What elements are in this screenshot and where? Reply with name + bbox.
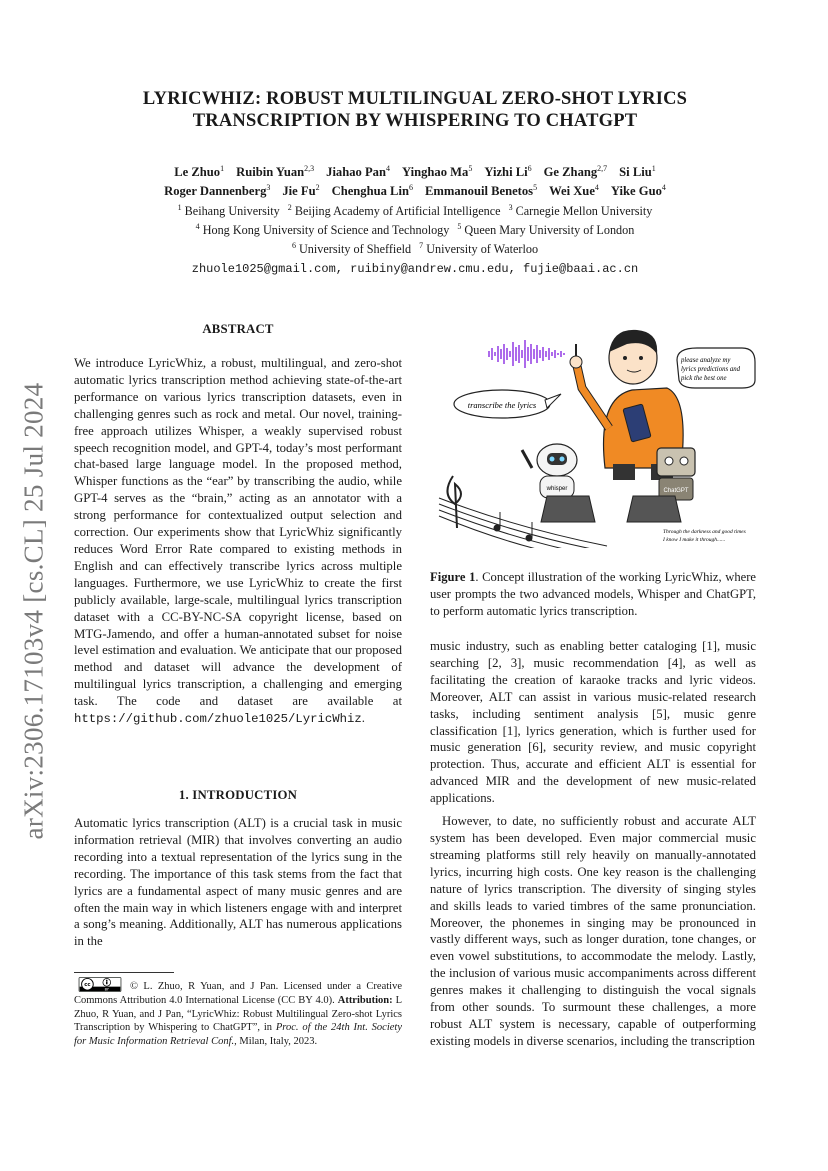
intro-para-1-text: Automatic lyrics transcription (ALT) is a crucial task in music information retrieval (MIR) that involves converting an audio recording into a textual representation of the lyrics sung in the recording. The importance of this task stems from the fact that lyrics are a fundamental aspect of many music genres and are often the main way in which listeners engage with and interpret a song’s meaning. Additionally, ALT has numerous applications in the [74, 816, 402, 949]
chatgpt-robot-label: ChatGPT [663, 488, 689, 494]
attribution-label: Attribution: [337, 994, 393, 1006]
figure-bottom-line-2: I know I make it through...... [663, 537, 726, 543]
figure-1-illustration [437, 318, 757, 548]
abstract-heading: ABSTRACT [202, 322, 274, 336]
affiliations-row-3 [80, 240, 750, 259]
bubble-right-line-2: lyrics predictions and [681, 366, 741, 373]
author-row2-4: Emmanouil Benetos$^5$ [424, 182, 538, 198]
author-4: Yinghao Ma$^5$ [401, 163, 473, 179]
arxiv-sidebar [6, 376, 62, 846]
intro-para-2: However, to date, no sufficiently robust and accurate ALT system has been developed. Even major commercial music streaming platforms still rely heavily on manually-annotated lyrics, incurring high costs. One key reason is the challenging nature of lyrics transcription. The diversity of singing styles and skills leads to varied timbres of the same pronunciation. Moreover, the phonemes in singing may be pronounced in vastly different ways, such as longer duration, tone changes, or even vowel substitutions, to accommodate the melody. Lastly, the inclusion of various music accompaniments across different genres makes it challenging to distinguish the vocal signals from other sounds. To surmount these challenges, a more robust ALT system is necessary, capable of outperforming existing models in diverse scenarios, including the transcription [430, 814, 756, 1048]
affiliation-row2-1: $^4$ Hong Kong University of Science and Technology [195, 221, 450, 237]
affiliations-row-1 [80, 202, 750, 221]
author-2: Ruibin Yuan$^{2,3}$ [236, 163, 315, 179]
intro-right-column [430, 638, 756, 1050]
author-7: Si Liu$^1$ [619, 163, 656, 179]
affiliation-1: $^1$ Beihang University [177, 202, 280, 218]
intro-heading: 1. INTRODUCTION [178, 788, 298, 802]
bubble-right-line-1: please analyze my [681, 357, 731, 364]
footnote-rule [74, 972, 174, 973]
figure-1-caption-text: . Concept illustration of the working LyricWhiz, where user prompts the two advanced models, Whisper and ChatGPT, to perform automatic lyrics transcription. [430, 570, 757, 618]
attribution-text: L Zhuo, R Yuan, and J Pan, “LyricWhiz: Robust Multilingual Zero-shot Lyrics Transcription by Whispering to ChatGPT”, in [74, 994, 403, 1034]
authors-row-2 [80, 182, 750, 200]
author-6: Ge Zhang$^{2,7}$ [543, 163, 608, 179]
whisper-robot-label: whisper [546, 486, 568, 492]
figure-1-label: Figure 1 [430, 570, 476, 584]
affiliation-row2-2: $^5$ Queen Mary University of London [457, 221, 635, 237]
author-1: Le Zhuo$^1$ [174, 163, 225, 179]
author-row2-3: Chenghua Lin$^6$ [331, 182, 413, 198]
arxiv-id: arXiv:2306.17103v4 [cs.CL] 25 Jul 2024 [18, 382, 49, 840]
audio-waveform-icon [485, 340, 564, 368]
author-row2-5: Wei Xue$^4$ [549, 182, 599, 198]
abstract-end: . [361, 711, 365, 726]
abstract-url[interactable]: https://github.com/zhuole1025/LyricWhiz [74, 712, 362, 727]
author-emails: zhuole1025@gmail.com, ruibiny@andrew.cmu.edu, fujie@baai.ac.cn [191, 262, 639, 276]
affiliations-row-2 [80, 221, 750, 240]
bubble-left-text: transcribe the lyrics [467, 400, 537, 410]
footnote [74, 977, 402, 1049]
svg-text:cc: cc [84, 982, 91, 989]
cc-by-license-icon [74, 977, 126, 992]
svg-text:BY: BY [104, 987, 109, 992]
affiliation-3: $^3$ Carnegie Mellon University [508, 202, 653, 218]
whisper-robot-icon [522, 444, 595, 522]
author-5: Yizhi Li$^6$ [484, 163, 532, 179]
title-line-2: TRANSCRIPTION BY WHISPERING TO CHATGPT [192, 111, 638, 131]
author-row2-1: Roger Dannenberg$^3$ [164, 182, 271, 198]
title-line-1: LYRICWHIZ: ROBUST MULTILINGUAL ZERO-SHOT LYRICS [142, 89, 688, 109]
intro-para-1-continued: music industry, such as enabling better cataloging [1], music searching [2, 3], music recommendation [4], as well as facilitating the creation of karaoke tracks and lyric videos. Moreover, ALT can assist in various music-related research tasks, including sentiment analysis [5], music genre classification [1], lyrics generation, which is further used for music generation [6], security review, and music copyright protection. Thus, accurate and efficient ALT is essential for advanced MIR and the development of new music-related applications. [430, 639, 756, 806]
author-row2-6: Yike Guo$^4$ [610, 182, 666, 198]
abstract-text: We introduce LyricWhiz, a robust, multilingual, and zero-shot automatic lyrics transcription method achieving state-of-the-art performance on various lyrics transcription datasets, even in challenging genres such as rock and metal. Our novel, training-free approach utilizes Whisper, a weakly supervised robust speech recognition model, and GPT-4, today’s most performant chat-based large language model. In the proposed method, Whisper functions as the “ear” by transcribing the audio, while GPT-4 serves as the “brain,” acting as an annotator with a strong performance for contextualized output selection and correction. Our experiments show that LyricWhiz significantly reduces Word Error Rate compared to existing methods in English and can effectively transcribe lyrics across multiple languages. Furthermore, we use LyricWhiz to create the first publicly available, large-scale, multilingual lyrics transcription dataset with a CC-BY-NC-SA copyright license, based on MTG-Jamendo, and offer a human-annotated subset for noise level estimation and evaluation. We anticipate that our proposed method and dataset will advance the development of multilingual lyrics transcription, a challenging and emerging task. The code and dataset are available at [74, 356, 402, 709]
figure-bottom-line-1: Through the darkness and good times [663, 529, 746, 535]
affiliation-row3-2: $^7$ University of Waterloo [419, 240, 539, 256]
intro-para-1 [74, 815, 402, 950]
author-row2-2: Jie Fu$^2$ [282, 182, 320, 198]
concept-illustration [437, 318, 757, 548]
figure-1-caption [430, 569, 756, 620]
bubble-right-line-3: pick the best one [681, 375, 727, 382]
abstract-body [74, 355, 402, 728]
authors-row-1 [80, 163, 750, 181]
author-3: Jiahao Pan$^4$ [326, 163, 390, 179]
location-text: Milan, Italy, 2023. [236, 1036, 318, 1048]
paper-title [80, 88, 750, 132]
affiliation-row3-1: $^6$ University of Sheffield [291, 240, 412, 256]
venue-text: Proc. of the 24th Int. Society for Music Information Retrieval Conf., [74, 1022, 402, 1048]
affiliation-2: $^2$ Beijing Academy of Artificial Intelligence [287, 202, 501, 218]
license-text: © L. Zhuo, R Yuan, and J Pan. Licensed under a Creative Commons Attribution 4.0 International License (CC BY 4.0). [74, 981, 402, 1006]
